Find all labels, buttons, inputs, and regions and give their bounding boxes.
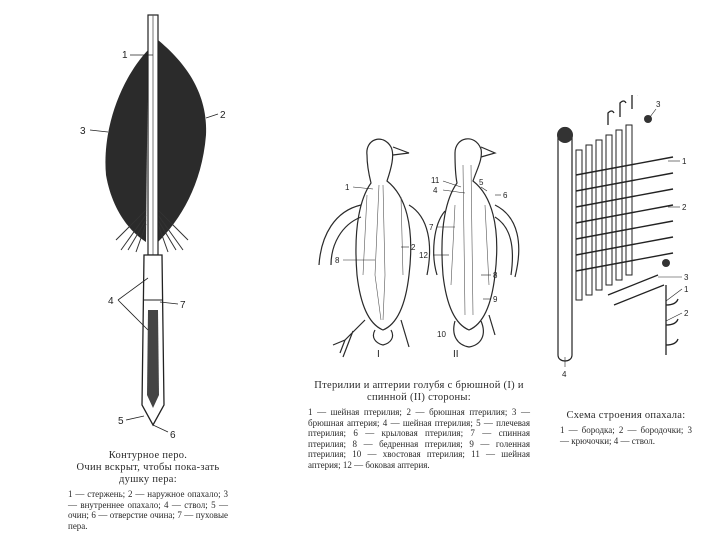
pigeon-label-8-dorsal: 8 (493, 271, 498, 280)
pigeon-label-1: 1 (345, 183, 350, 192)
feather-label-3: 3 (80, 126, 86, 137)
vane-label-1-lower: 1 (684, 285, 689, 294)
pigeon-label-9: 9 (493, 295, 498, 304)
pigeon-label-4: 4 (433, 186, 438, 195)
hooklets-detail (608, 275, 678, 355)
pigeon-dorsal-pterylae (451, 165, 489, 315)
pigeon-label-12: 12 (419, 251, 428, 260)
feather-label-7: 7 (180, 300, 186, 311)
feather-pith (147, 310, 159, 408)
figure3-caption (560, 410, 692, 446)
vane-label-3-lower: 3 (684, 273, 689, 282)
feather-label-1: 1 (122, 50, 128, 61)
figure1-subtitle: Очин вскрыт, чтобы пока-зать душку пера: (76, 462, 220, 485)
figure2-caption (308, 380, 530, 470)
feather-label-2: 2 (220, 110, 226, 121)
figure2-title: Птерилии и аптерии голубя с брюшной (I) и спинной (II) стороны: (314, 380, 524, 403)
hooklet-dot-lower (662, 259, 670, 267)
figure2-legend: 1 — шейная птерилия; 2 — брюшная птерилия; 3 — брюшная аптерия; 4 — шейная птерилия; 5 — плечевая птерилия; 6 — крыловая птерилия; 7 — спинная птерилия; 8 — бедренная птерилия; 9 — голенная птерилия; 10 — хвостовая птерилия; 11 — шейная аптерия; 12 — боковая аптерия. (308, 407, 530, 470)
pigeon-label-2: 2 (411, 243, 416, 252)
feather-label-5: 5 (118, 416, 124, 427)
barbs (576, 125, 632, 300)
pigeon-dorsal (434, 139, 519, 347)
vane-label-1-top: 1 (682, 157, 687, 166)
inner-vane (105, 50, 148, 242)
vane-structure-figure (548, 95, 708, 385)
outer-vane (158, 40, 206, 242)
contour-feather-figure (60, 10, 240, 440)
pigeon-ventral-pterylae (363, 185, 403, 320)
figure3-legend: 1 — бородка; 2 — бородочки; 3 — крючочки; 4 — ствол. (560, 425, 692, 446)
pigeon-label-6: 6 (503, 191, 508, 200)
pigeon-label-8-ventral: 8 (335, 256, 340, 265)
feather-label-4: 4 (108, 296, 114, 307)
figure1-title: Контурное перо. (108, 450, 188, 461)
vane-label-2-top: 2 (682, 203, 687, 212)
pigeon-roman-I: I (377, 349, 380, 360)
pigeon-label-5: 5 (479, 178, 484, 187)
pigeon-label-11: 11 (431, 176, 440, 185)
figure1-caption (68, 450, 228, 531)
pigeon-label-7: 7 (429, 223, 434, 232)
figure3-title: Схема строения опахала: (566, 410, 686, 421)
vane-label-3-top: 3 (656, 100, 661, 109)
feather-label-6: 6 (170, 430, 176, 440)
pigeon-label-10: 10 (437, 330, 446, 339)
pigeon-roman-II: II (453, 349, 459, 360)
vane-label-4: 4 (562, 370, 567, 379)
vane-label-2-lower: 2 (684, 309, 689, 318)
hooklets-top (608, 95, 638, 125)
figure1-legend: 1 — стержень; 2 — наружное опахало; 3 — внутреннее опахало; 4 — ствол; 5 — очин; 6 — отверстие очина; 7 — пуховые пера. (68, 489, 228, 531)
pigeon-pterylae-figure (305, 125, 540, 375)
vane-shaft (558, 128, 572, 362)
shaft-top (557, 127, 573, 143)
